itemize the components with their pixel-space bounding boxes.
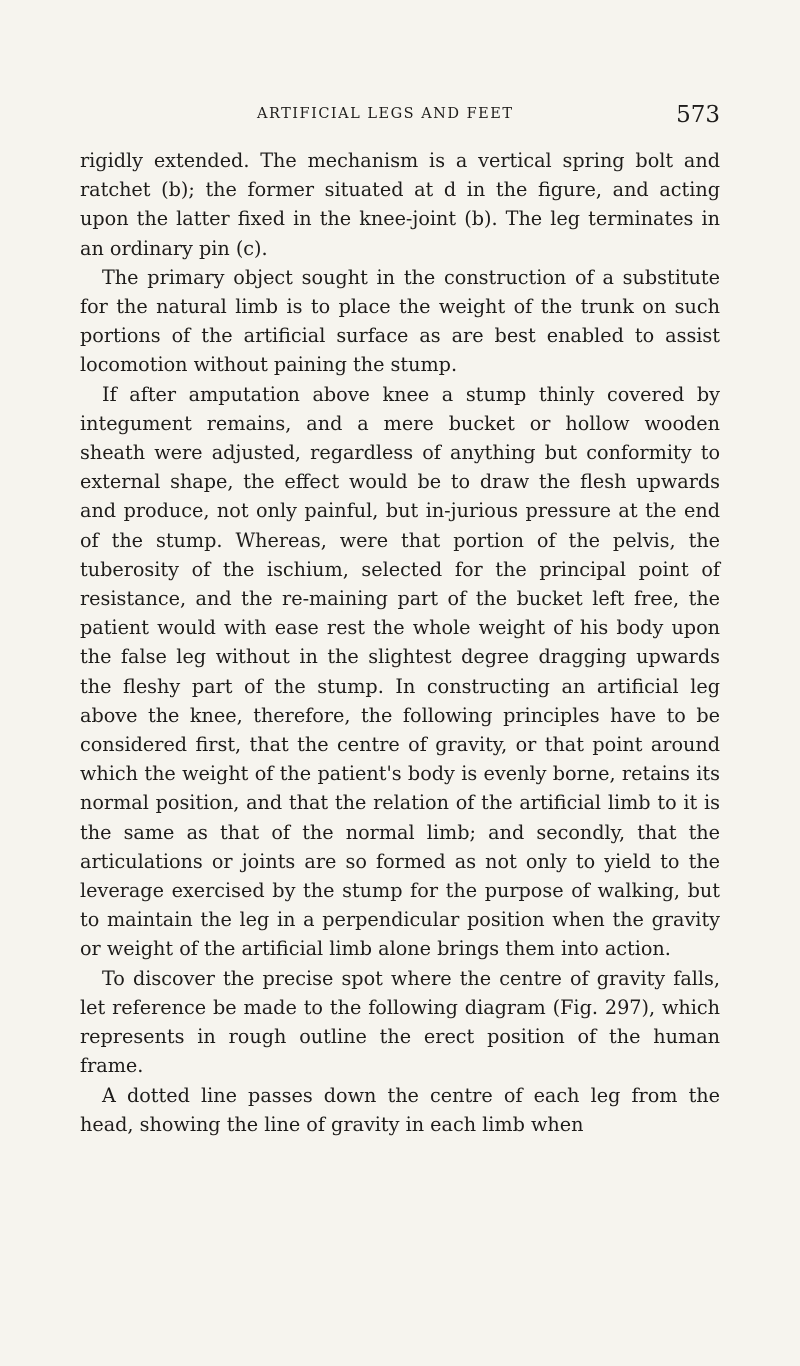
page-header <box>80 102 720 142</box>
page-number: 573 <box>676 102 720 128</box>
paragraph: To discover the precise spot where the centre of gravity falls, let reference be made to the following diagram (Fig. 297), which represents in rough outline the erect position of the human frame. <box>80 966 720 1078</box>
paragraph: The primary object sought in the construction of a substitute for the natural limb is to place the weight of the trunk on such portions of the artificial surface as are best enabled to assist locomotion without paining the stump. <box>80 265 720 377</box>
running-head: ARTIFICIAL LEGS AND FEET <box>257 106 514 122</box>
paragraph-continued: rigidly extended. The mechanism is a vertical spring bolt and ratchet (b); the former situated at d in the figure, and acting upon the latter fixed in the knee-joint (b). The leg terminates in an ordinary pin (c). <box>80 149 720 260</box>
paragraph: A dotted line passes down the centre of each leg from the head, showing the line of gravity in each limb when <box>80 1083 720 1136</box>
paragraph: If after amputation above knee a stump thinly covered by integument remains, and a mere bucket or hollow wooden sheath were adjusted, regardless of anything but conformity to external shape, the effect would be to draw the flesh upwards and produce, not only painful, but in-jurious pressure at the end of the stump. Whereas, were that portion of the pelvis, the tuberosity of the ischium, selected for the principal point of resistance, and the re-maining part of the bucket left free, the patient would with ease rest the whole weight of his body upon the false leg without in the slightest degree dragging upwards the fleshy part of the stump. In constructing an artificial leg above the knee, therefore, the following principles have to be considered first, that the centre of gravity, or that point around which the weight of the patient's body is evenly borne, retains its normal position, and that the relation of the artificial limb to it is the same as that of the normal limb; and secondly, that the articulations or joints are so formed as not only to yield to the leverage exercised by the stump for the purpose of walking, but to maintain the leg in a perpendicular position when the gravity or weight of the artificial limb alone brings them into action. <box>80 382 720 961</box>
body-text <box>80 146 720 1139</box>
